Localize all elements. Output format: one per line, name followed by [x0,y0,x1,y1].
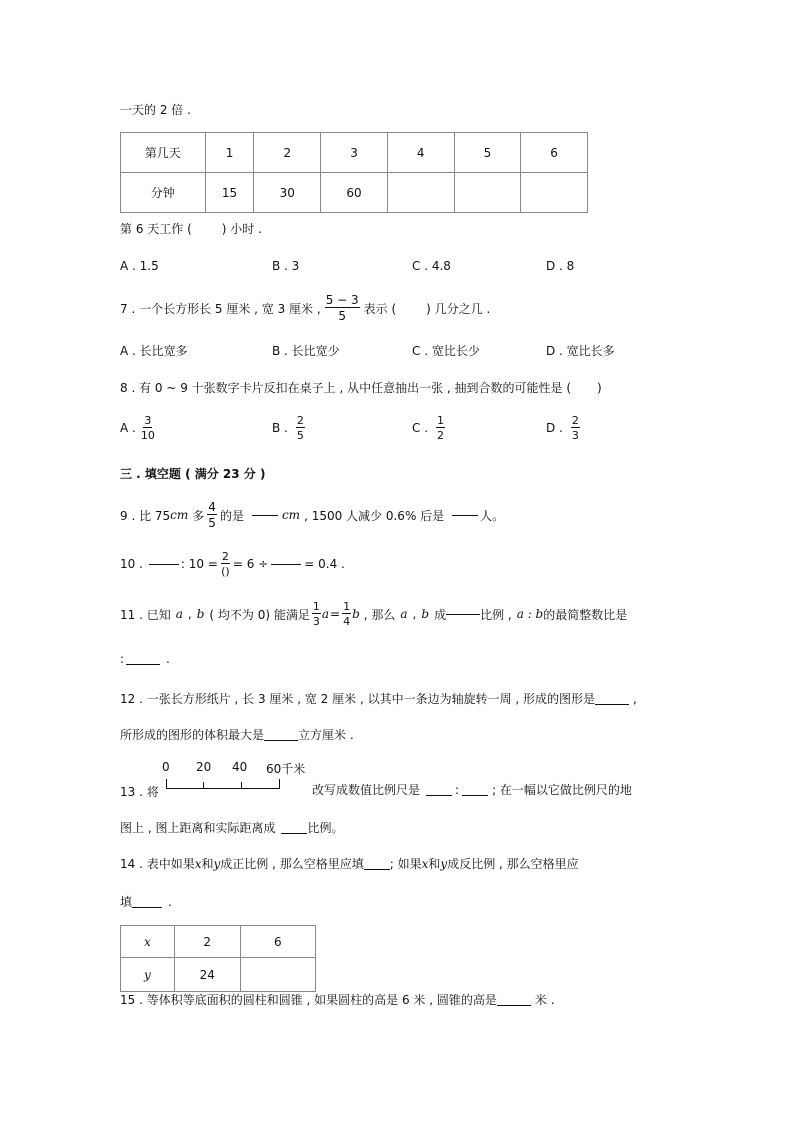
option-fraction [571,415,580,441]
table-cell: y [121,958,175,992]
option-fraction [296,415,305,441]
q9-text-3: 的是 [219,508,244,523]
q11-fraction-2 [342,601,351,627]
fraction-numerator: 2 [296,414,304,427]
scale-label: 20 [196,760,212,774]
q11-comma: , [412,607,417,621]
q13-colon: : [455,783,460,797]
fraction-denominator: 5 [296,429,304,442]
q12-text-3: 立方厘米 . [298,728,354,742]
table-cell: 4 [387,133,454,173]
q8-option-a[interactable] [120,410,156,446]
q11-text-5: 比例 , [480,607,512,622]
q11-comma: , [187,607,192,621]
q9-text-5: 人。 [480,508,505,523]
q6-intro: 一天的 2 倍 . [120,103,191,117]
q12-line1 [120,690,637,707]
table-cell: 30 [254,173,321,213]
q7-option-d[interactable]: D . 宽比长多 [546,344,615,358]
q13-text-line1 [312,781,632,798]
q14-text-3: ; 如果 [389,857,422,871]
fraction-denominator: 5 [208,516,216,530]
q10-stem [120,546,345,582]
q11-colon: : [120,652,125,666]
q9-text-4: , 1500 人减少 0.6% 后是 [304,508,445,523]
q6-option-a[interactable]: A . 1.5 [120,259,159,273]
q6-option-d[interactable]: D . 8 [546,259,575,273]
fraction-denominator: 10 [140,429,155,442]
q12-text: 12 . 一张长方形纸片 , 长 3 厘米 , 宽 2 厘米 , 以其中一条边为轴旋转一周 , 形成的图形是 [120,692,596,706]
fraction-denominator: () [221,565,230,578]
q10-text-3: = 0.4 . [304,557,345,571]
table-cell: 6 [521,133,588,173]
q15-stem [120,991,555,1008]
q14-line2 [120,893,172,910]
fraction-numerator: 1 [312,600,320,613]
table-cell: 1 [205,133,254,173]
scale-tick [279,779,280,789]
q11-text-2: ( 均不为 0) 能满足 [209,607,310,622]
q13-text-3: ; 在一幅以它做比例尺的地 [492,783,632,797]
variable-b: b [196,607,205,621]
table-cell [454,173,521,213]
option-fraction [141,415,155,441]
fraction-numerator: 5 − 3 [325,293,359,307]
q14-text-4: 成反比例 , 那么空格里应 [447,857,579,871]
variable-a: a [321,607,329,621]
answer-blank[interactable] [271,564,301,565]
option-label: C . [412,421,429,435]
scale-tick [241,782,242,788]
table-row [121,958,316,992]
unit-cm: cm [170,508,189,522]
q11-text-6: 的最简整数比是 [543,607,628,622]
q7-option-b[interactable]: B . 长比宽少 [272,344,340,358]
q14-text-5: 填 [120,895,133,909]
table-row [121,173,588,213]
q13-line2 [120,819,343,836]
table-row [121,133,588,173]
fraction-denominator: 5 [338,309,346,323]
q6-stem [120,220,262,237]
scale-tick [203,782,204,788]
q11-period: . [166,652,170,666]
answer-blank[interactable] [126,664,160,665]
table-row [121,926,316,958]
scale-label: 60千米 [266,762,306,776]
q10-text: : 10 = [180,557,218,571]
answer-blank[interactable] [452,515,478,516]
answer-blank[interactable] [364,869,390,870]
table-cell: 6 [240,926,315,958]
q10-fraction [221,551,230,577]
q14-and: 和 [201,857,214,871]
fraction-denominator: 4 [343,615,351,628]
q14-period: . [168,895,172,909]
variable-a: a [175,607,183,621]
answer-blank[interactable] [132,907,162,908]
fraction-numerator: 2 [221,550,229,563]
q7-text-2: 表示 ( [363,301,397,316]
q7-option-a[interactable]: A . 长比宽多 [120,344,188,358]
variable-a: a [400,607,408,621]
q15-text-2: 米 . [534,993,555,1007]
option-label: B . [272,421,288,435]
q8-option-d[interactable] [546,410,581,446]
q14-and: 和 [428,857,441,871]
fraction-numerator: 2 [571,414,579,427]
table-cell: 15 [205,173,254,213]
table-cell [387,173,454,213]
q14-text-2: 成正比例 , 那么空格里应填 [220,857,364,871]
answer-blank[interactable] [252,515,278,516]
q12-line2 [120,726,354,743]
q6-stem-text-end: ) 小时 . [221,222,262,236]
answer-blank[interactable] [426,795,452,796]
variable-x: x [194,857,202,871]
table-cell: 2 [254,133,321,173]
ratio-ab: a : b [516,607,544,621]
fraction-numerator: 3 [144,414,152,427]
answer-blank[interactable] [264,740,298,741]
variable-x: x [421,857,429,871]
table-cell: 分钟 [121,173,206,213]
unit-cm: cm [281,508,301,522]
table-cell: 60 [321,173,388,213]
q6-option-b[interactable]: B . 3 [272,259,300,273]
q8-text: 8 . 有 0 ~ 9 十张数字卡片反扣在桌子上 , 从中任意抽出一张 , 抽到合数的可能性是 ( [120,381,572,395]
scale-line [166,788,280,789]
q12-text-2: 所形成的图形的体积最大是 [120,728,265,742]
answer-blank[interactable] [462,795,488,796]
q13-text-2: 改写成数值比例尺是 [312,783,421,797]
q14-text: 14 . 表中如果 [120,857,195,871]
q9-text: 9 . 比 75 [120,508,171,523]
q11-text-4: 成 [434,607,447,622]
answer-blank[interactable] [497,1005,531,1006]
scale-label: 0 [162,760,170,774]
q10-number: 10 . [120,557,143,571]
fraction-numerator: 1 [437,414,445,427]
q6-stem-text: 第 6 天工作 ( [120,222,192,236]
q7-text: 7 . 一个长方形长 5 厘米 , 宽 3 厘米 , [120,301,321,316]
q7-fraction [325,294,360,322]
fraction-numerator: 1 [343,600,351,613]
q9-stem [120,497,504,533]
q13-text-4: 图上 , 图上距离和实际距离成 [120,821,276,835]
q7-option-c[interactable]: C . 宽比长少 [412,344,480,358]
option-fraction [436,415,445,441]
q10-text-2: = 6 ÷ [232,557,269,571]
table-cell: 3 [321,133,388,173]
q6-table [120,132,588,213]
q15-text: 15 . 等体积等底面积的圆柱和圆锥 , 如果圆柱的高是 6 米 , 圆锥的高是 [120,993,497,1007]
scale-tick [166,779,167,789]
q6-option-c[interactable]: C . 4.8 [412,259,451,273]
q11-text-3: , 那么 [363,607,396,622]
q11-line2 [120,652,170,666]
q14-table [120,925,316,992]
section-title: 三 . 填空题 ( 满分 23 分 ) [120,467,266,481]
answer-blank[interactable] [281,833,307,834]
answer-blank[interactable] [446,614,480,615]
q13-text-5: 比例。 [307,821,344,835]
q14-line1 [120,855,579,872]
table-cell: 5 [454,133,521,173]
q12-comma: , [633,692,637,706]
q9-fraction [207,501,217,529]
fraction-numerator: 4 [208,500,216,514]
option-label: A . [120,421,136,435]
q11-stem [120,595,627,633]
q8-option-b[interactable] [272,410,306,446]
variable-b: b [352,607,360,621]
q8-text-end: ) [597,381,602,395]
q7-stem [120,290,490,326]
q9-text-2: 多 [192,508,205,523]
fraction-denominator: 3 [312,615,320,628]
option-label: D . [546,421,563,435]
q13-text: 13 . 将 [120,785,159,799]
q8-stem [120,379,602,396]
table-cell: 24 [174,958,240,992]
answer-blank[interactable] [595,704,629,705]
table-cell: 2 [174,926,240,958]
fraction-denominator: 3 [571,429,579,442]
q8-option-c[interactable] [412,410,446,446]
answer-blank[interactable] [149,564,179,565]
equals-sign: = [330,607,341,621]
q11-fraction-1 [312,601,321,627]
variable-b: b [421,607,430,621]
variable-y: y [213,857,221,871]
table-cell [521,173,588,213]
fraction-denominator: 2 [437,429,445,442]
table-cell: 第几天 [121,133,206,173]
q11-text: 11 . 已知 [120,607,171,622]
scale-label: 40 [232,760,248,774]
table-cell: x [121,926,175,958]
q7-text-3: ) 几分之几 . [426,301,491,316]
table-cell [240,958,315,992]
variable-y: y [440,857,448,871]
